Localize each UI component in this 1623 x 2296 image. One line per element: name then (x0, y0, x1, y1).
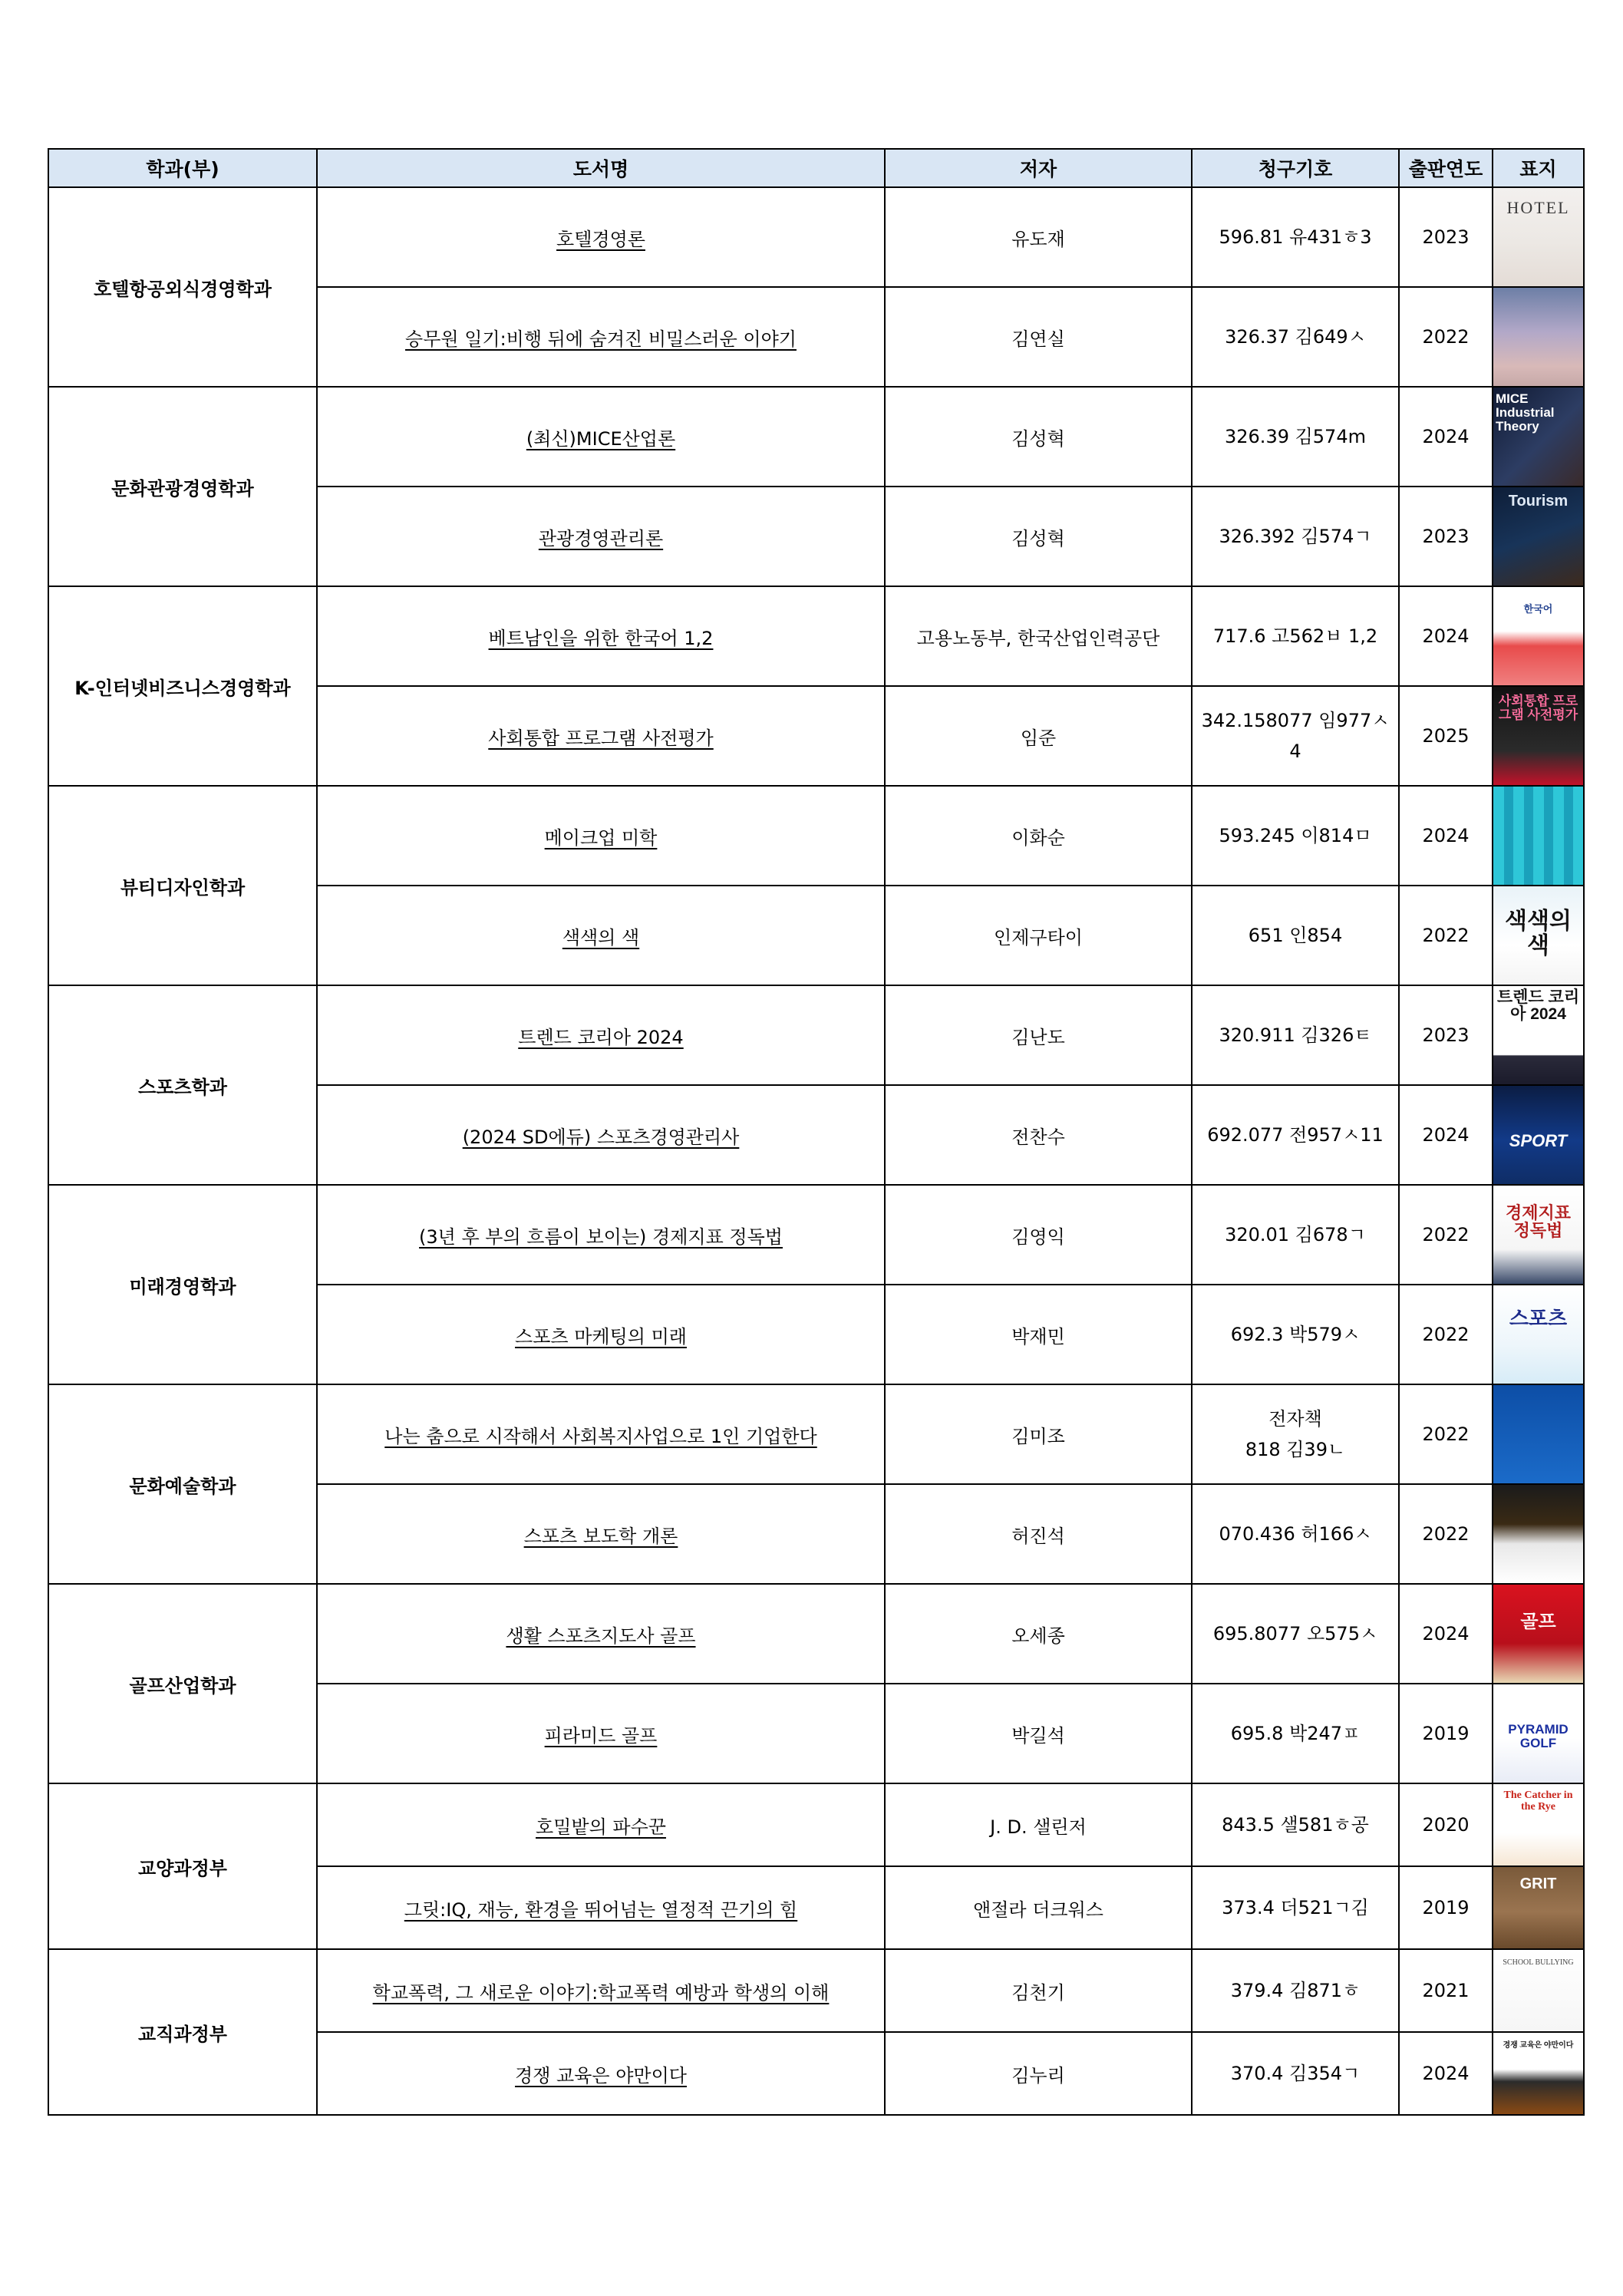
book-author: 박길석 (1011, 1724, 1065, 1747)
book-year: 2022 (1422, 1423, 1470, 1445)
dept-cell (48, 1185, 317, 1384)
dept-name: 스포츠학과 (138, 1076, 227, 1098)
book-year: 2019 (1422, 1897, 1470, 1918)
book-title-link[interactable]: 관광경영관리론 (538, 527, 664, 549)
book-cover-image (1493, 1950, 1583, 2031)
title-cell (317, 786, 885, 886)
book-title-link[interactable]: 베트남인을 위한 한국어 1,2 (488, 627, 714, 649)
title-cell (317, 2032, 885, 2115)
book-year: 2023 (1422, 226, 1470, 248)
call-number-cell (1192, 387, 1399, 487)
year-cell (1399, 586, 1493, 686)
dept-cell (48, 786, 317, 985)
header-cover: 표지 (1493, 149, 1584, 187)
cover-cell (1493, 1783, 1584, 1866)
title-cell (317, 886, 885, 985)
book-author: 박재민 (1011, 1325, 1065, 1348)
book-call-number: 320.911 김326ㅌ (1219, 1024, 1372, 1046)
table-row (48, 1185, 1584, 1285)
cover-title: PYRAMID GOLF (1508, 1722, 1569, 1750)
author-cell (885, 1285, 1192, 1384)
year-cell (1399, 1285, 1493, 1384)
cover-cell (1493, 287, 1584, 387)
title-cell (317, 1384, 885, 1484)
call-number-cell (1192, 1783, 1399, 1866)
book-author: 김미조 (1011, 1425, 1065, 1447)
book-cover-image (1493, 188, 1583, 286)
book-author: 김영익 (1011, 1226, 1065, 1248)
author-cell (885, 686, 1192, 786)
book-author: 고용노동부, 한국산업인력공단 (916, 627, 1160, 649)
author-cell (885, 1866, 1192, 1949)
dept-name: 골프산업학과 (129, 1674, 236, 1697)
cover-title: 트렌드 코리아 2024 (1496, 988, 1580, 1024)
title-cell (317, 1185, 885, 1285)
title-cell (317, 387, 885, 487)
book-year: 2022 (1422, 326, 1470, 348)
cover-cell (1493, 886, 1584, 985)
book-cover-image (1493, 1485, 1583, 1583)
book-title-link[interactable]: 그릿:IQ, 재능, 환경을 뛰어넘는 열정적 끈기의 힘 (404, 1898, 798, 1921)
dept-cell (48, 187, 317, 387)
call-number-cell (1192, 1584, 1399, 1684)
header-author: 저자 (885, 149, 1192, 187)
title-cell (317, 985, 885, 1085)
call-number-cell (1192, 2032, 1399, 2115)
author-cell (885, 1185, 1192, 1285)
author-cell (885, 187, 1192, 287)
year-cell (1399, 1484, 1493, 1584)
table-row (48, 985, 1584, 1085)
year-cell (1399, 686, 1493, 786)
book-cover-image (1493, 1585, 1583, 1683)
cover-cell (1493, 1085, 1584, 1185)
book-title-link[interactable]: 경쟁 교육은 야만이다 (515, 2064, 687, 2087)
title-cell (317, 1949, 885, 2032)
book-title-link[interactable]: (2024 SD에듀) 스포츠경영관리사 (462, 1126, 740, 1148)
cover-title: GRIT (1519, 1875, 1557, 1892)
call-number-cell (1192, 586, 1399, 686)
year-cell (1399, 1085, 1493, 1185)
book-call-number: 692.077 전957ㅅ11 (1207, 1124, 1384, 1146)
book-cover-image (1493, 487, 1583, 586)
book-year: 2024 (1422, 825, 1470, 846)
book-author: 이화순 (1011, 826, 1065, 849)
cover-title: SCHOOL BULLYING (1503, 1958, 1574, 1967)
cover-cell (1493, 1684, 1584, 1783)
book-call-number: 379.4 김871ㅎ (1230, 1980, 1361, 2001)
book-author: 김성혁 (1011, 527, 1065, 549)
book-year: 2023 (1422, 526, 1470, 547)
book-call-number: 342.158077 임977ㅅ4 (1201, 710, 1390, 762)
book-author: 앤절라 더크워스 (973, 1898, 1103, 1921)
book-title-link[interactable]: 스포츠 보도학 개론 (523, 1525, 678, 1547)
table-body (48, 187, 1584, 2115)
cover-title: The Catcher in the Rye (1503, 1790, 1573, 1813)
book-year: 2022 (1422, 1324, 1470, 1345)
cover-cell (1493, 586, 1584, 686)
dept-name: 뷰티디자인학과 (120, 876, 246, 899)
book-title-link[interactable]: 학교폭력, 그 새로운 이야기:학교폭력 예방과 학생의 이해 (372, 1981, 830, 2004)
book-year: 2024 (1422, 426, 1470, 447)
title-cell (317, 1783, 885, 1866)
book-cover-image (1493, 1285, 1583, 1384)
book-call-number: 326.37 김649ㅅ (1225, 326, 1366, 348)
table-row (48, 187, 1584, 287)
author-cell (885, 387, 1192, 487)
author-cell (885, 1949, 1192, 2032)
header-dept: 학과(부) (48, 149, 317, 187)
call-number-cell (1192, 1484, 1399, 1584)
book-cover-image (1493, 1684, 1583, 1783)
book-author: 김누리 (1011, 2064, 1065, 2087)
year-cell (1399, 985, 1493, 1085)
book-author: 전찬수 (1011, 1126, 1065, 1148)
table-row (48, 1384, 1584, 1484)
book-title-link[interactable]: 나는 춤으로 시작해서 사회복지사업으로 1인 기업한다 (384, 1425, 817, 1447)
author-cell (885, 1085, 1192, 1185)
header-title: 도서명 (317, 149, 885, 187)
book-cover-image (1493, 2033, 1583, 2114)
book-year: 2022 (1422, 925, 1470, 946)
title-cell (317, 686, 885, 786)
book-title-link[interactable]: 사회통합 프로그램 사전평가 (488, 727, 714, 749)
book-cover-image (1493, 288, 1583, 386)
book-author: 임준 (1020, 727, 1057, 749)
call-number-cell (1192, 886, 1399, 985)
author-cell (885, 1484, 1192, 1584)
table-row (48, 786, 1584, 886)
book-year: 2024 (1422, 625, 1470, 647)
title-cell (317, 1285, 885, 1384)
book-title-link[interactable]: 호텔경영론 (556, 228, 645, 250)
book-year: 2019 (1422, 1723, 1470, 1744)
book-author: 김난도 (1011, 1026, 1065, 1048)
dept-name: 미래경영학과 (129, 1275, 236, 1298)
cover-cell (1493, 1866, 1584, 1949)
dept-name: 문화예술학과 (129, 1475, 236, 1497)
book-title-link[interactable]: (3년 후 부의 흐름이 보이는) 경제지표 정독법 (419, 1226, 783, 1248)
book-year: 2025 (1422, 725, 1470, 747)
book-cover-image (1493, 1186, 1583, 1284)
book-call-number: 373.4 더521ㄱ김 (1222, 1897, 1369, 1918)
book-list-table (48, 148, 1585, 2116)
book-author: 인제구타이 (994, 926, 1083, 948)
dept-name: K-인터넷비즈니스경영학과 (74, 677, 291, 699)
year-cell (1399, 1866, 1493, 1949)
book-title-link[interactable]: 피라미드 골프 (544, 1724, 658, 1747)
book-year: 2022 (1422, 1523, 1470, 1545)
table-row (48, 1783, 1584, 1866)
book-title-link[interactable]: 호밀밭의 파수꾼 (536, 1816, 666, 1838)
dept-cell (48, 1949, 317, 2115)
table-header-row (48, 149, 1584, 187)
cover-cell (1493, 1285, 1584, 1384)
title-cell (317, 287, 885, 387)
book-author: 허진석 (1011, 1525, 1065, 1547)
cover-title: 골프 (1520, 1611, 1556, 1632)
author-cell (885, 1783, 1192, 1866)
author-cell (885, 487, 1192, 586)
year-cell (1399, 387, 1493, 487)
year-cell (1399, 287, 1493, 387)
title-cell (317, 1085, 885, 1185)
cover-cell (1493, 1584, 1584, 1684)
book-author: 유도재 (1011, 228, 1065, 250)
year-cell (1399, 1584, 1493, 1684)
year-cell (1399, 187, 1493, 287)
call-number-cell (1192, 1085, 1399, 1185)
cover-title: 경제지표 정독법 (1505, 1203, 1571, 1241)
call-number-cell (1192, 187, 1399, 287)
dept-cell (48, 1384, 317, 1584)
call-number-cell (1192, 985, 1399, 1085)
book-call-number: 593.245 이814ㅁ (1219, 825, 1372, 846)
book-year: 2023 (1422, 1024, 1470, 1046)
cover-title: Tourism (1508, 493, 1569, 510)
table-row (48, 1949, 1584, 2032)
dept-cell (48, 1783, 317, 1949)
book-year: 2022 (1422, 1224, 1470, 1245)
call-number-cell (1192, 686, 1399, 786)
cover-cell (1493, 1949, 1584, 2032)
author-cell (885, 2032, 1192, 2115)
book-title-link[interactable]: 메이크업 미학 (544, 826, 658, 849)
book-call-number: 070.436 허166ㅅ (1219, 1523, 1372, 1545)
author-cell (885, 287, 1192, 387)
call-number-cell (1192, 487, 1399, 586)
year-cell (1399, 1384, 1493, 1484)
year-cell (1399, 1684, 1493, 1783)
book-call-number: 전자책 818 김39ㄴ (1245, 1408, 1346, 1460)
book-call-number: 370.4 김354ㄱ (1230, 2063, 1361, 2084)
call-number-cell (1192, 1384, 1399, 1484)
book-cover-image (1493, 388, 1583, 486)
cover-cell (1493, 985, 1584, 1085)
book-call-number: 692.3 박579ㅅ (1230, 1324, 1361, 1345)
cover-cell (1493, 387, 1584, 487)
call-number-cell (1192, 1684, 1399, 1783)
book-call-number: 596.81 유431ㅎ3 (1219, 226, 1372, 248)
book-author: 김성혁 (1011, 427, 1065, 450)
book-call-number: 717.6 고562ㅂ 1,2 (1212, 625, 1378, 647)
call-number-cell (1192, 1949, 1399, 2032)
dept-cell (48, 1584, 317, 1783)
title-cell (317, 1584, 885, 1684)
book-title-link[interactable]: 색색의 색 (562, 926, 640, 948)
title-cell (317, 1484, 885, 1584)
book-cover-image (1493, 1867, 1583, 1948)
cover-title: 색색의 색 (1505, 909, 1572, 958)
book-title-link[interactable]: 승무원 일기:비행 뒤에 숨겨진 비밀스러운 이야기 (405, 328, 797, 350)
book-author: 김천기 (1011, 1981, 1065, 2004)
dept-name: 문화관광경영학과 (111, 477, 254, 500)
cover-cell (1493, 686, 1584, 786)
year-cell (1399, 1185, 1493, 1285)
author-cell (885, 1684, 1192, 1783)
book-call-number: 651 인854 (1248, 925, 1343, 946)
header-year: 출판연도 (1399, 149, 1493, 187)
book-call-number: 695.8 박247ㅍ (1230, 1723, 1361, 1744)
book-author: J. D. 샐린저 (990, 1816, 1087, 1838)
dept-name: 교양과정부 (138, 1857, 227, 1879)
book-cover-image (1493, 687, 1583, 785)
author-cell (885, 886, 1192, 985)
year-cell (1399, 2032, 1493, 2115)
book-year: 2024 (1422, 1124, 1470, 1146)
book-year: 2024 (1422, 1623, 1470, 1644)
book-cover-image (1493, 1385, 1583, 1483)
author-cell (885, 985, 1192, 1085)
title-cell (317, 1866, 885, 1949)
author-cell (885, 1384, 1192, 1484)
author-cell (885, 586, 1192, 686)
cover-title: HOTEL (1506, 198, 1570, 217)
book-author: 오세종 (1011, 1625, 1065, 1647)
book-cover-image (1493, 787, 1583, 885)
cover-cell (1493, 487, 1584, 586)
book-call-number: 326.39 김574m (1225, 426, 1366, 447)
cover-cell (1493, 1185, 1584, 1285)
book-title-link[interactable]: 생활 스포츠지도사 골프 (506, 1625, 696, 1647)
cover-title: MICE Industrial Theory (1496, 391, 1555, 434)
cover-cell (1493, 2032, 1584, 2115)
book-call-number: 843.5 샐581ㅎ공 (1222, 1814, 1369, 1836)
title-cell (317, 487, 885, 586)
header-call-number: 청구기호 (1192, 149, 1399, 187)
book-title-link[interactable]: 스포츠 마케팅의 미래 (515, 1325, 687, 1348)
book-call-number: 695.8077 오575ㅅ (1212, 1623, 1378, 1644)
book-call-number: 320.01 김678ㄱ (1225, 1224, 1366, 1245)
book-cover-image (1493, 886, 1583, 985)
title-cell (317, 586, 885, 686)
book-cover-image (1493, 1784, 1583, 1866)
dept-cell (48, 985, 317, 1185)
year-cell (1399, 487, 1493, 586)
author-cell (885, 786, 1192, 886)
book-cover-image (1493, 986, 1583, 1084)
cover-cell (1493, 1484, 1584, 1584)
book-year: 2021 (1422, 1980, 1470, 2001)
table-row (48, 586, 1584, 686)
cover-title: 스포츠 (1509, 1307, 1568, 1330)
book-title-link[interactable]: (최신)MICE산업론 (526, 427, 676, 450)
call-number-cell (1192, 1285, 1399, 1384)
book-cover-image (1493, 587, 1583, 685)
cover-title: SPORT (1509, 1131, 1568, 1150)
book-year: 2024 (1422, 2063, 1470, 2084)
book-year: 2020 (1422, 1814, 1470, 1836)
title-cell (317, 1684, 885, 1783)
book-author: 김연실 (1011, 328, 1065, 350)
dept-name: 교직과정부 (138, 2023, 227, 2045)
table-row (48, 387, 1584, 487)
book-call-number: 326.392 김574ㄱ (1219, 526, 1372, 547)
year-cell (1399, 886, 1493, 985)
book-cover-image (1493, 1086, 1583, 1184)
cover-title: 경쟁 교육은 야만이다 (1503, 2041, 1574, 2050)
title-cell (317, 187, 885, 287)
cover-cell (1493, 187, 1584, 287)
call-number-cell (1192, 1866, 1399, 1949)
call-number-cell (1192, 287, 1399, 387)
author-cell (885, 1584, 1192, 1684)
cover-cell (1493, 1384, 1584, 1484)
dept-cell (48, 387, 317, 586)
dept-cell (48, 586, 317, 786)
year-cell (1399, 1783, 1493, 1866)
dept-name: 호텔항공외식경영학과 (94, 278, 272, 300)
call-number-cell (1192, 1185, 1399, 1285)
year-cell (1399, 786, 1493, 886)
table-row (48, 1584, 1584, 1684)
cover-title: 사회통합 프로그램 사전평가 (1498, 694, 1578, 722)
book-title-link[interactable]: 트렌드 코리아 2024 (518, 1026, 684, 1048)
call-number-cell (1192, 786, 1399, 886)
cover-title: 한국어 (1523, 603, 1553, 615)
cover-cell (1493, 786, 1584, 886)
year-cell (1399, 1949, 1493, 2032)
